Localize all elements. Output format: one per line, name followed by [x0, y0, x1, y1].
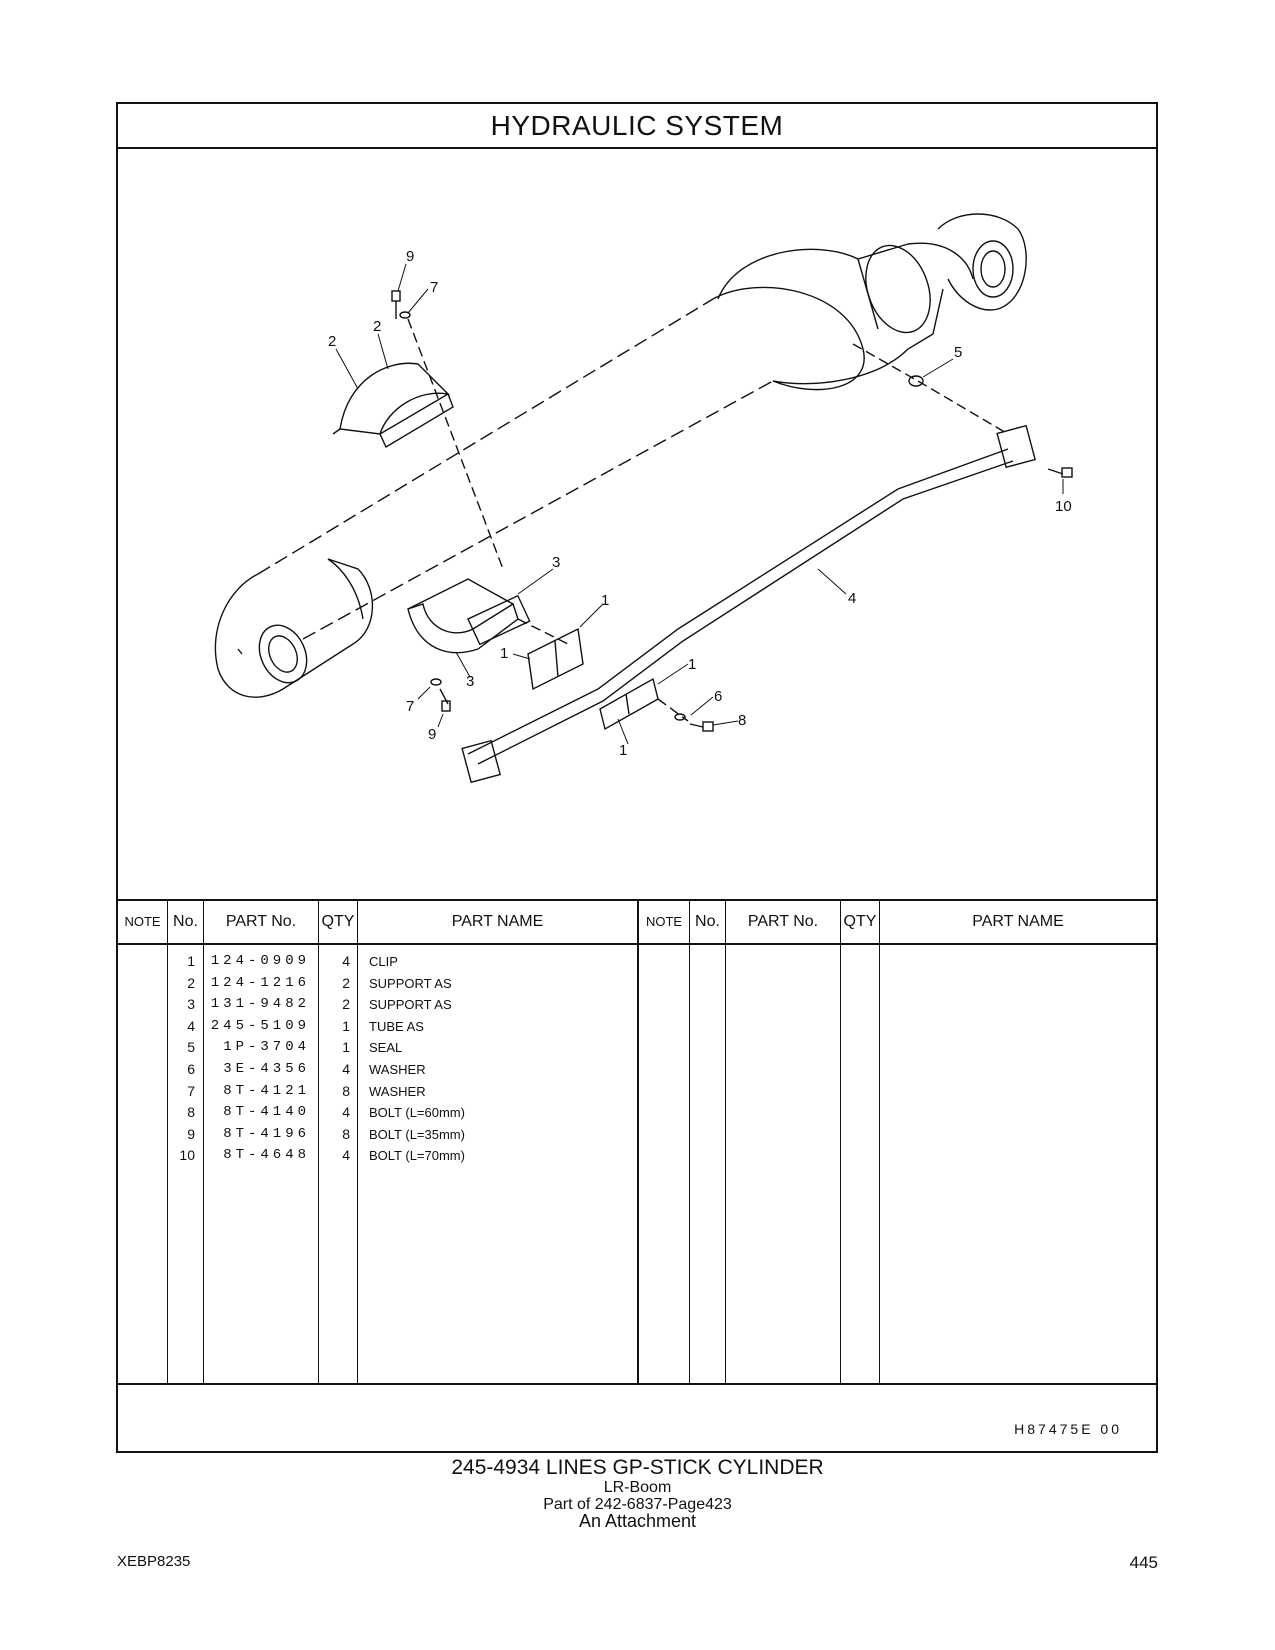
callout-9-top: 9 [406, 248, 415, 265]
callout-5: 5 [954, 344, 963, 361]
header-note-right: NOTE [639, 901, 689, 945]
cylinder-barrel [258, 287, 864, 639]
part-name: SEAL [369, 1040, 403, 1056]
part-number: 1P-3704 [223, 1039, 310, 1056]
assembly-lines [408, 319, 1008, 721]
callout-4: 4 [848, 590, 857, 607]
support-lower [408, 579, 530, 653]
bolt-right [1048, 468, 1072, 477]
callout-7-top: 7 [430, 279, 439, 296]
quantity: 4 [342, 1104, 350, 1121]
clip-left [528, 629, 583, 689]
quantity: 2 [342, 974, 350, 991]
part-name: WASHER [369, 1061, 426, 1077]
header-part-name: PART NAME [358, 901, 637, 945]
callout-2b: 2 [328, 333, 337, 350]
drawing-code: H87475E 00 [1014, 1421, 1122, 1437]
caption-part-of: Part of 242-6837-Page423 [543, 1496, 732, 1513]
part-number: 245-5109 [210, 1017, 310, 1034]
col-partno-left [204, 901, 319, 1383]
part-number: 8T-4140 [223, 1104, 310, 1121]
header-no: No. [168, 901, 203, 945]
header-qty: QTY [319, 901, 357, 945]
part-name: BOLT (L=70mm) [369, 1148, 465, 1164]
diagram-svg [118, 149, 1156, 899]
col-note-left [118, 901, 168, 1383]
col-partname-right [880, 901, 1156, 1383]
callout-1-d: 1 [619, 742, 628, 759]
quantity: 4 [342, 1060, 350, 1077]
page-frame [116, 102, 1158, 1453]
quantity: 2 [342, 996, 350, 1013]
leader-lines [336, 264, 1063, 744]
callout-8: 8 [738, 712, 747, 729]
cells-qty [319, 951, 357, 1167]
callout-9-bottom: 9 [428, 726, 437, 743]
cylinder-head [718, 214, 1026, 384]
part-number: 8T-4121 [223, 1082, 310, 1099]
item-number: 9 [187, 1125, 195, 1142]
item-number: 4 [187, 1017, 195, 1034]
part-name: CLIP [369, 954, 398, 969]
part-number: 124-1216 [210, 974, 310, 991]
callout-6: 6 [714, 688, 723, 705]
quantity: 4 [342, 1147, 350, 1164]
quantity: 8 [342, 1125, 350, 1142]
clip-right [600, 679, 658, 729]
header-note: NOTE [118, 901, 167, 945]
callout-3-top: 3 [552, 554, 561, 571]
caption-attachment: An Attachment [578, 1511, 697, 1531]
cylinder-rod-eye [215, 559, 372, 697]
callout-2a: 2 [373, 318, 382, 335]
caption-subtitle: LR-Boom [603, 1479, 672, 1496]
col-note-right [639, 901, 690, 1383]
caption-title: 245-4934 LINES GP-STICK CYLINDER [451, 1456, 824, 1479]
callout-3-bottom: 3 [466, 673, 475, 690]
item-number: 1 [187, 953, 195, 969]
part-name: SUPPORT AS [369, 997, 452, 1013]
quantity: 4 [342, 953, 350, 969]
part-name: BOLT (L=35mm) [369, 1126, 465, 1142]
part-number: 131-9482 [210, 996, 310, 1013]
callout-1-c: 1 [688, 656, 697, 673]
callout-1-b: 1 [500, 645, 509, 662]
part-number: 124-0909 [210, 953, 310, 969]
col-partname-left [358, 901, 639, 1383]
item-number: 7 [187, 1082, 195, 1099]
cells-no [168, 951, 203, 1167]
part-name: SUPPORT AS [369, 975, 452, 991]
quantity: 1 [342, 1017, 350, 1034]
callout-7-bottom: 7 [406, 698, 415, 715]
header-qty-right: QTY [841, 901, 879, 945]
item-number: 5 [187, 1039, 195, 1056]
item-number: 10 [179, 1147, 195, 1164]
header-no-right: No. [690, 901, 725, 945]
cells-part-name [358, 951, 637, 1167]
item-number: 8 [187, 1104, 195, 1121]
quantity: 8 [342, 1082, 350, 1099]
col-no-left [168, 901, 204, 1383]
part-name: WASHER [369, 1083, 426, 1099]
page-number: 445 [1129, 1553, 1158, 1572]
tube [462, 426, 1035, 783]
bolt-bottom-left [431, 679, 450, 711]
item-number: 3 [187, 996, 195, 1013]
header-part-no: PART No. [204, 901, 318, 945]
callout-1-a: 1 [601, 592, 610, 609]
bolt-top [392, 291, 410, 319]
part-number: 8T-4196 [223, 1125, 310, 1142]
drawing-code-bar [118, 1385, 1156, 1451]
col-partno-right [726, 901, 841, 1383]
page-title: HYDRAULIC SYSTEM [118, 104, 1156, 149]
exploded-diagram [118, 149, 1156, 899]
part-name: BOLT (L=60mm) [369, 1105, 465, 1121]
col-qty-left [319, 901, 358, 1383]
part-name: TUBE AS [369, 1018, 424, 1034]
col-no-right [690, 901, 726, 1383]
doc-id: XEBP8235 [117, 1553, 191, 1570]
part-number: 8T-4648 [223, 1147, 310, 1164]
header-part-no-right: PART No. [726, 901, 840, 945]
part-number: 3E-4356 [223, 1060, 310, 1077]
item-number: 6 [187, 1060, 195, 1077]
col-qty-right [841, 901, 880, 1383]
parts-table [118, 899, 1156, 1385]
quantity: 1 [342, 1039, 350, 1056]
cells-part-no [204, 951, 318, 1167]
bolt-washer-lower [675, 714, 713, 731]
callout-10: 10 [1055, 498, 1072, 515]
item-number: 2 [187, 974, 195, 991]
header-part-name-right: PART NAME [880, 901, 1156, 945]
